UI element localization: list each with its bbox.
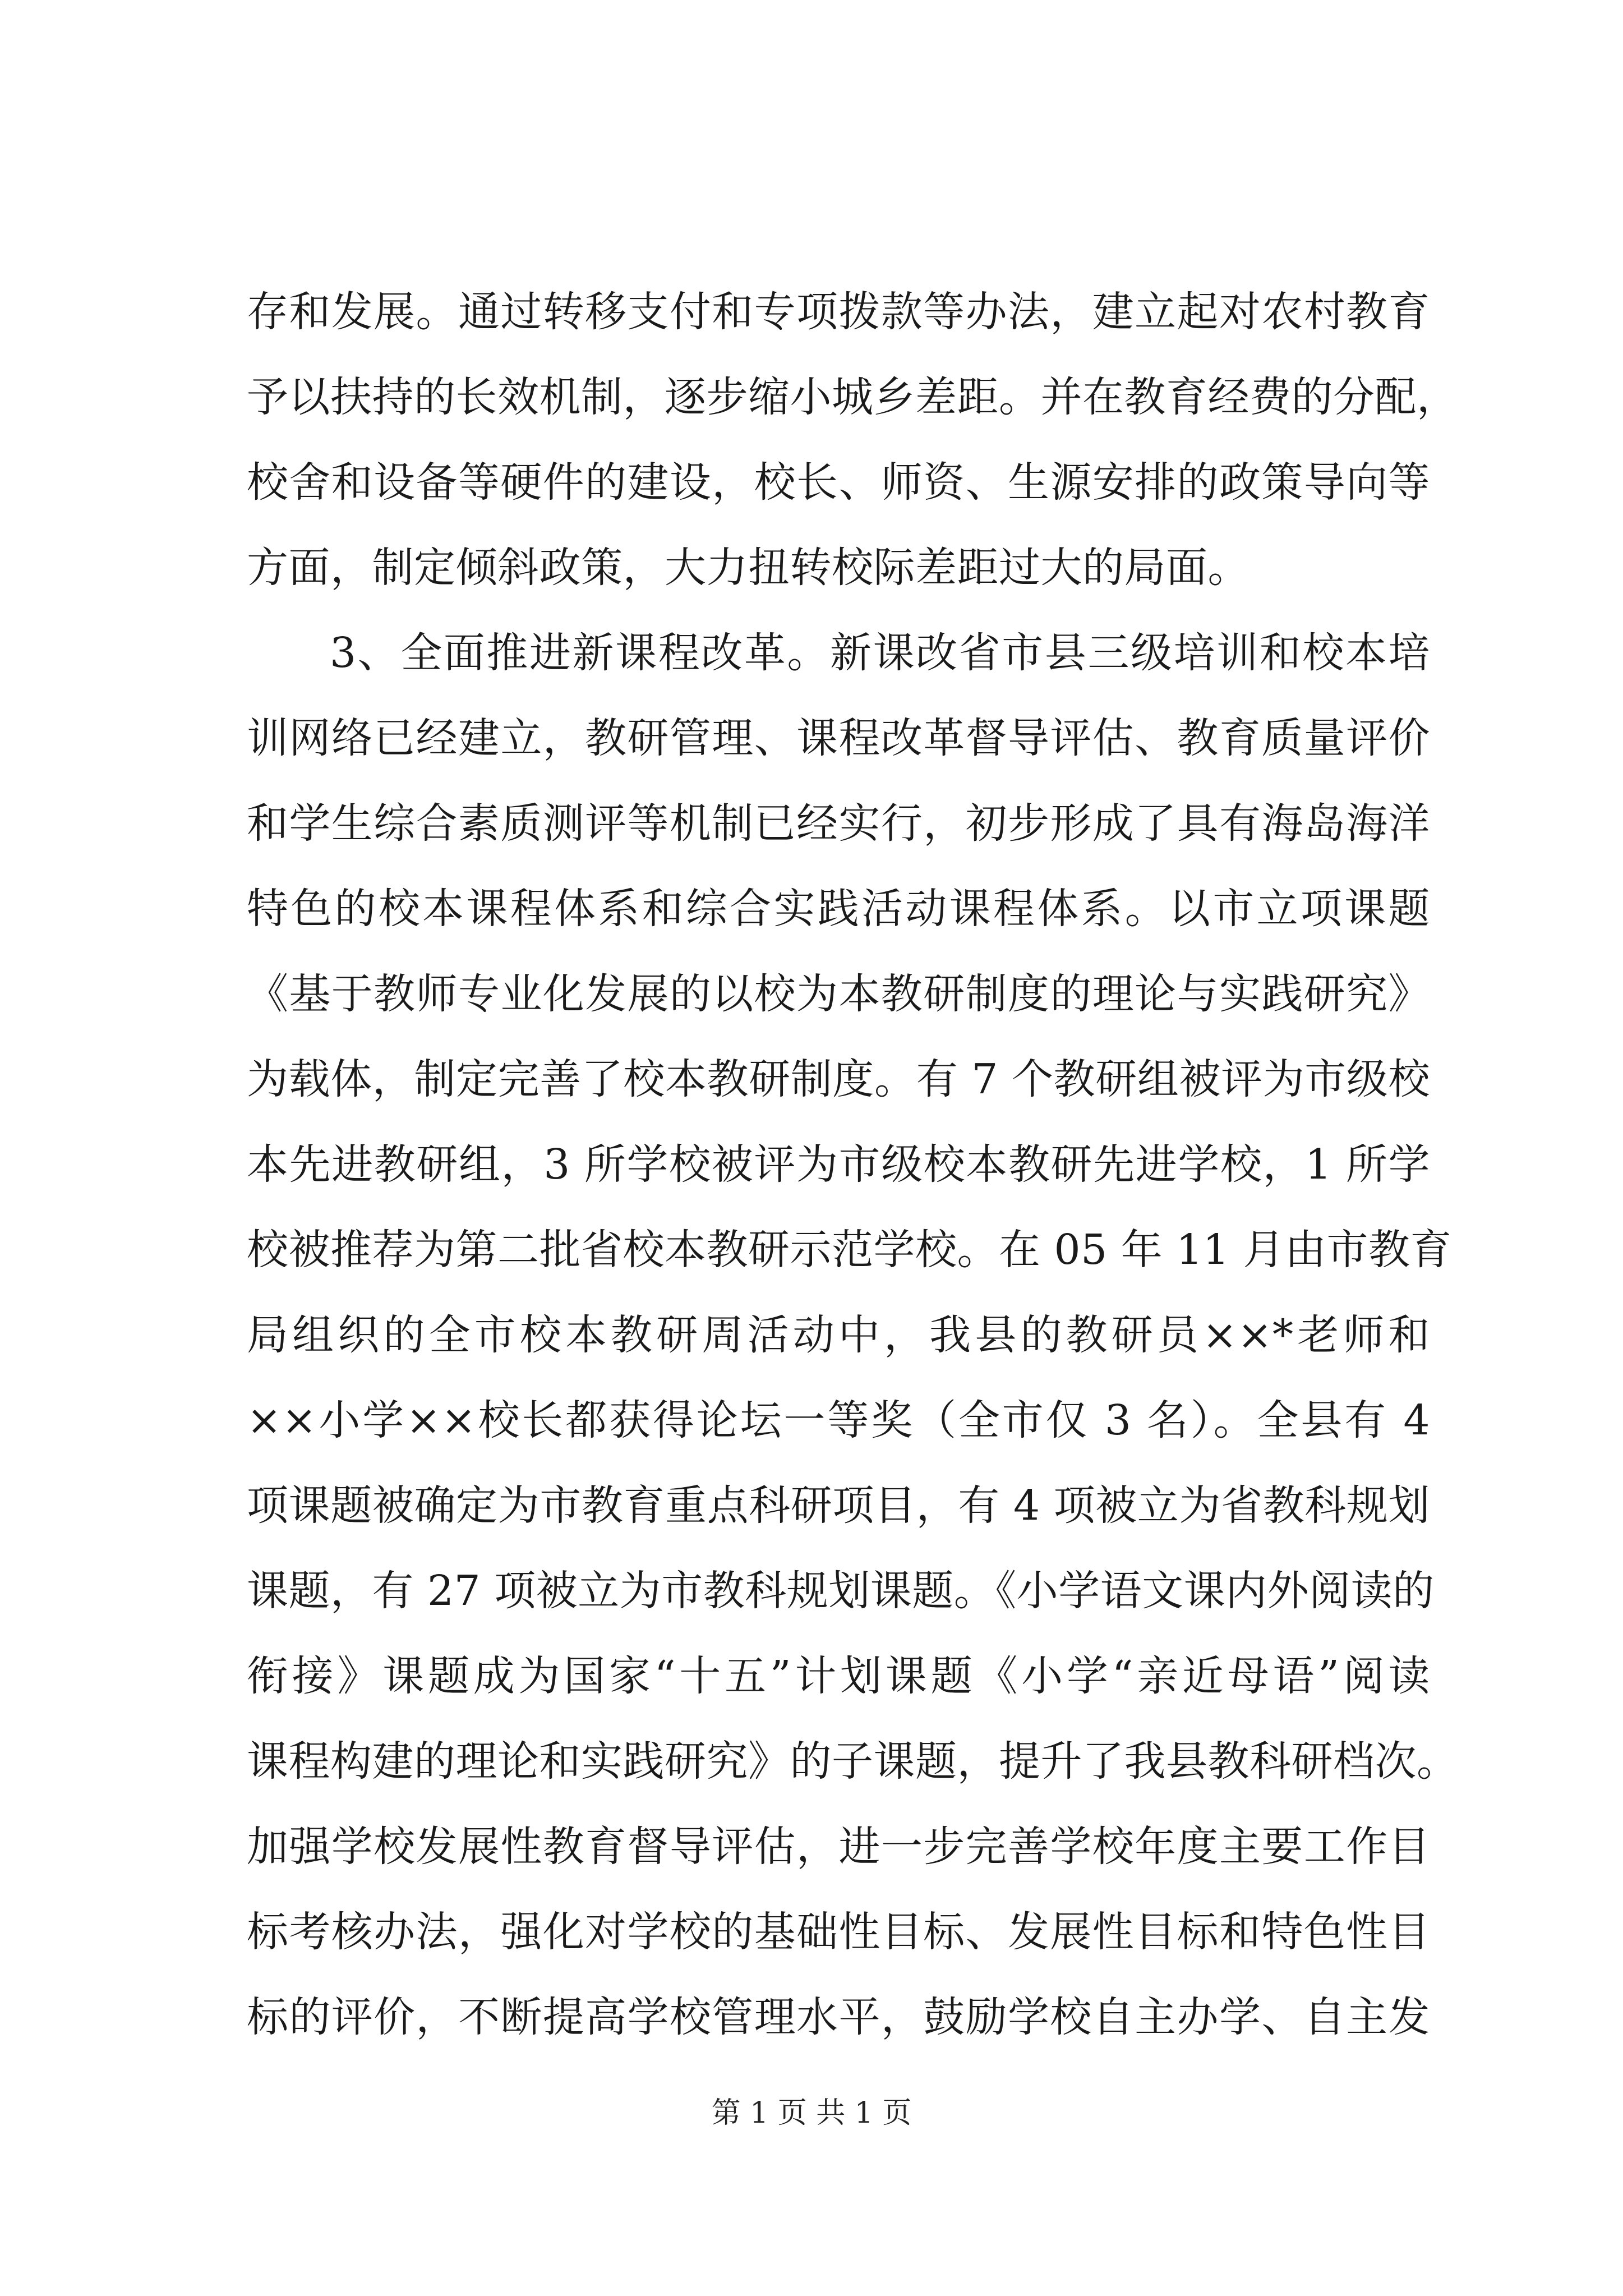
text-line: 课题，有 27 项被立为市教科规划课题。《小学语文课内外阅读的: [247, 1567, 1435, 1615]
text-line: 课程构建的理论和实践研究》的子课题，提升了我县教科研档次。: [247, 1737, 1459, 1786]
text-line: ××小学××校长都获得论坛一等奖（全市仅 3 名）。全县有 4: [247, 1396, 1430, 1444]
text-line: 局组织的全市校本教研周活动中，我县的教研员××*老师和: [247, 1311, 1430, 1359]
page-footer: [0, 2095, 1623, 2131]
text-line: 方面，制定倾斜政策，大力扭转校际差距过大的局面。: [247, 544, 1249, 592]
text-line: 衔接》课题成为国家“十五”计划课题《小学“亲近母语”阅读: [247, 1652, 1430, 1700]
text-line: 3、全面推进新课程改革。新课改省市县三级培训和校本培: [330, 629, 1430, 677]
text-line: 予以扶持的长效机制，逐步缩小城乡差距。并在教育经费的分配，: [247, 373, 1459, 421]
text-line: 校被推荐为第二批省校本教研示范学校。在 05 年 11 月由市教育: [247, 1226, 1452, 1274]
text-line: 校舍和设备等硬件的建设，校长、师资、生源安排的政策导向等: [247, 458, 1430, 507]
text-line: 项课题被确定为市教育重点科研项目，有 4 项被立为省教科规划: [247, 1481, 1430, 1530]
text-line: 本先进教研组，3 所学校被评为市级校本教研先进学校，1 所学: [247, 1140, 1430, 1189]
page-number: 第 1 页 共 1 页: [711, 2096, 912, 2130]
text-line: 存和发展。通过转移支付和专项拨款等办法，建立起对农村教育: [247, 288, 1430, 336]
text-line: 训网络已经建立，教研管理、课程改革督导评估、教育质量评价: [247, 714, 1430, 762]
text-line: 和学生综合素质测评等机制已经实行，初步形成了具有海岛海洋: [247, 799, 1430, 848]
text-line: 特色的校本课程体系和综合实践活动课程体系。以市立项课题: [247, 885, 1430, 933]
text-line: 《基于教师专业化发展的以校为本教研制度的理论与实践研究》: [247, 970, 1430, 1018]
body-text: [247, 269, 1459, 2060]
text-line: 加强学校发展性教育督导评估，进一步完善学校年度主要工作目: [247, 1823, 1430, 1871]
text-line: 标考核办法，强化对学校的基础性目标、发展性目标和特色性目: [247, 1908, 1430, 1956]
text-line: 为载体，制定完善了校本教研制度。有 7 个教研组被评为市级校: [247, 1055, 1430, 1103]
text-line: 标的评价，不断提高学校管理水平，鼓励学校自主办学、自主发: [247, 1993, 1430, 2041]
